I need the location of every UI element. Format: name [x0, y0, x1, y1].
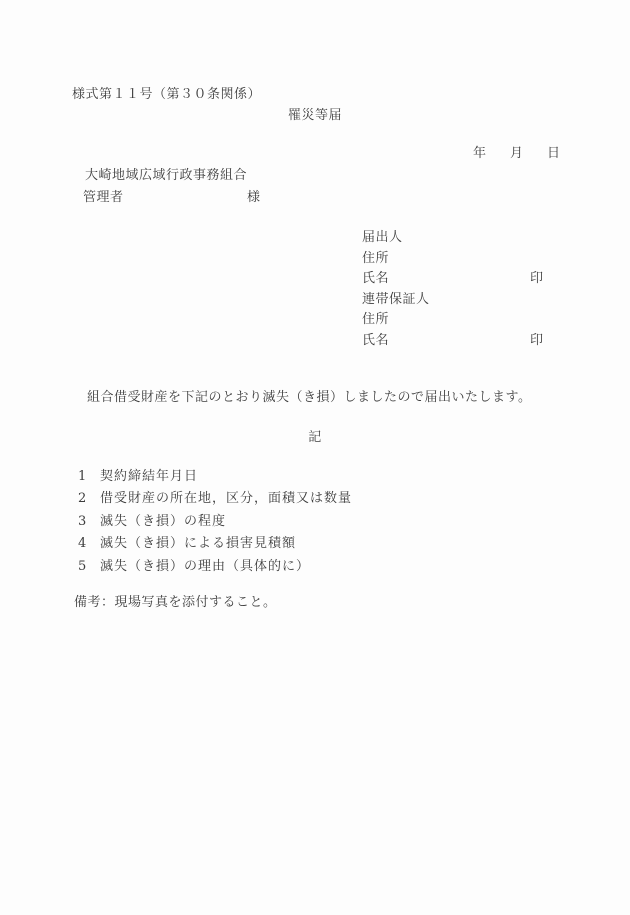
- notifier-name-label: 氏名: [362, 271, 390, 286]
- item-number: 1: [78, 469, 88, 484]
- item-text: 滅失（き損）の程度: [100, 514, 227, 529]
- record-heading: 記: [308, 430, 322, 445]
- item-number: 3: [78, 514, 88, 529]
- notifier-address-label: 住所: [362, 251, 390, 266]
- year-label: 年: [473, 146, 487, 161]
- honorific-label: 様: [247, 190, 261, 205]
- guarantor-label: 連帯保証人: [362, 292, 430, 307]
- item-text: 借受財産の所在地，区分，面積又は数量: [100, 491, 353, 506]
- notifier-seal-mark: 印: [530, 271, 544, 286]
- item-number: 2: [78, 491, 88, 506]
- guarantor-address-label: 住所: [362, 312, 390, 327]
- notifier-label: 届出人: [362, 230, 403, 245]
- item-number: 4: [78, 536, 88, 551]
- item-text: 滅失（き損）の理由（具体的に）: [100, 559, 311, 574]
- remarks-note: 備考：現場写真を添付すること。: [74, 595, 277, 610]
- guarantor-name-label: 氏名: [362, 333, 390, 348]
- administrator-label: 管理者: [83, 190, 124, 205]
- form-number: 様式第１１号（第３０条関係）: [72, 87, 262, 102]
- day-label: 日: [547, 146, 561, 161]
- body-paragraph: 組合借受財産を下記のとおり滅失（き損）しましたので届出いたします。: [87, 390, 532, 405]
- guarantor-seal-mark: 印: [530, 333, 544, 348]
- month-label: 月: [510, 146, 524, 161]
- document-title: 罹災等届: [287, 108, 342, 123]
- item-text: 滅失（き損）による損害見積額: [100, 536, 297, 551]
- organization-name: 大崎地域広域行政事務組合: [85, 168, 248, 183]
- item-number: 5: [78, 559, 88, 574]
- item-text: 契約締結年月日: [100, 469, 199, 484]
